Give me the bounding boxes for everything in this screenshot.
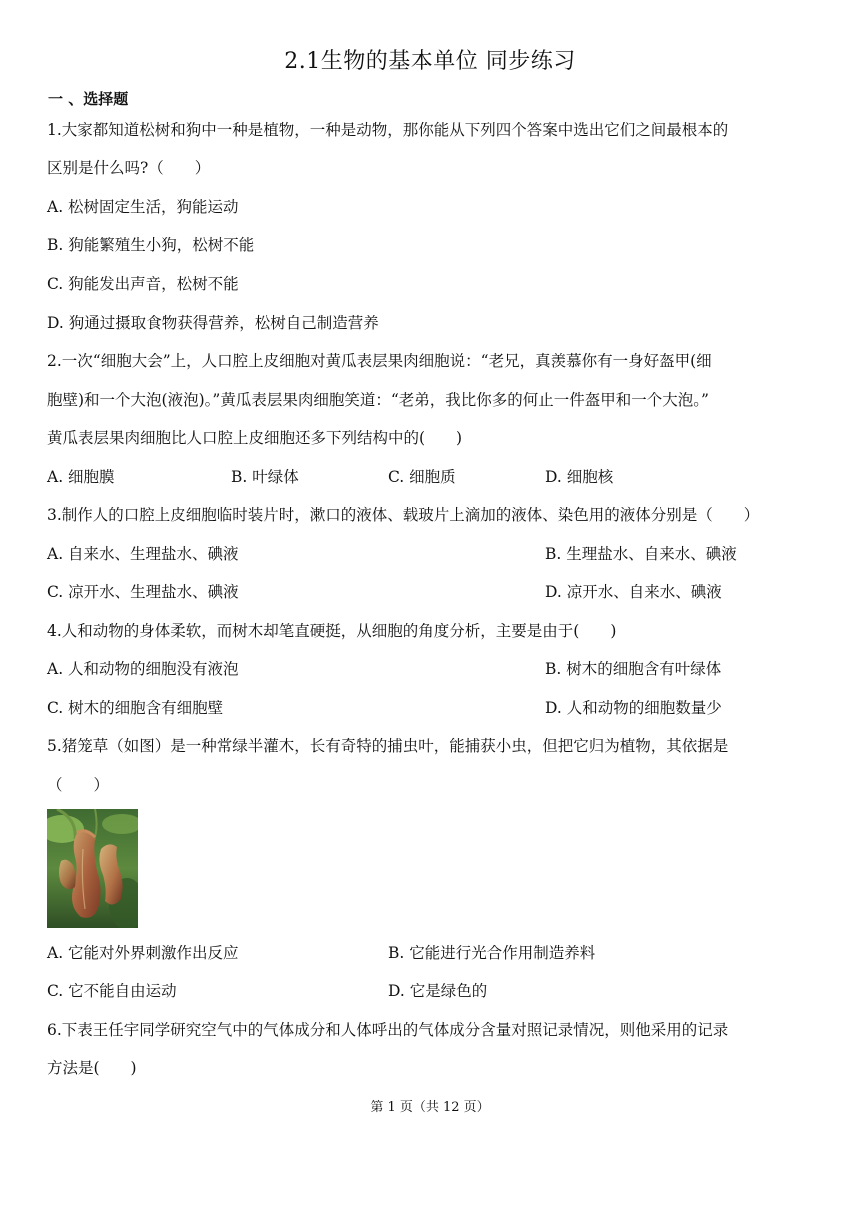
question-2-stem-cont: 胞壁)和一个大泡(液泡)。”黄瓜表层果肉细胞笑道：“老弟，我比你多的何止一件盔甲和一个大泡。” (47, 391, 709, 409)
question-4-option-b: B. 树木的细胞含有叶绿体 (545, 660, 722, 678)
question-4-stem: 4.人和动物的身体柔软，而树木却笔直硬挺，从细胞的角度分析，主要是由于( ) (47, 622, 617, 640)
question-2-option-a: A. 细胞膜 (47, 468, 115, 486)
question-1-option-b: B. 狗能繁殖生小狗，松树不能 (47, 236, 255, 254)
question-5-option-a: A. 它能对外界刺激作出反应 (47, 944, 239, 962)
question-1-option-d: D. 狗通过摄取食物获得营养，松树自己制造营养 (47, 314, 379, 332)
question-3-stem: 3.制作人的口腔上皮细胞临时装片时，漱口的液体、载玻片上滴加的液体、染色用的液体分别是（ ） (47, 506, 760, 524)
question-2-stem: 2.一次“细胞大会”上，人口腔上皮细胞对黄瓜表层果肉细胞说：“老兄，真羡慕你有一身好盔甲(细 (47, 352, 712, 370)
question-5-stem: 5.猪笼草（如图）是一种常绿半灌木，长有奇特的捕虫叶，能捕获小虫，但把它归为植物，其依据是 (47, 737, 729, 755)
question-2-stem-cont2: 黄瓜表层果肉细胞比人口腔上皮细胞还多下列结构中的( ) (47, 429, 463, 447)
question-4-option-c: C. 树木的细胞含有细胞壁 (47, 699, 224, 717)
question-4-option-d: D. 人和动物的细胞数量少 (545, 699, 722, 717)
question-2-option-d: D. 细胞核 (545, 468, 614, 486)
question-3-option-d: D. 凉开水、自来水、碘液 (545, 583, 722, 601)
question-1-option-a: A. 松树固定生活，狗能运动 (47, 198, 239, 216)
question-2-option-c: C. 细胞质 (388, 468, 456, 486)
question-3-option-a: A. 自来水、生理盐水、碘液 (47, 545, 239, 563)
question-4-option-a: A. 人和动物的细胞没有液泡 (47, 660, 239, 678)
question-6-stem: 6.下表王任宇同学研究空气中的气体成分和人体呼出的气体成分含量对照记录情况，则他采用的记录 (47, 1021, 729, 1039)
question-1-stem-cont: 区别是什么吗?（ ） (47, 159, 211, 177)
question-5-option-b: B. 它能进行光合作用制造养料 (388, 944, 596, 962)
page-title: 2.1生物的基本单位 同步练习 (284, 49, 576, 74)
question-1-option-c: C. 狗能发出声音，松树不能 (47, 275, 239, 293)
question-5-option-c: C. 它不能自由运动 (47, 982, 177, 1000)
question-5-stem-cont: （ ） (47, 776, 110, 794)
pitcher-plant-image (47, 809, 138, 928)
page-footer: 第 1 页（共 12 页） (370, 1100, 490, 1115)
question-3-option-b: B. 生理盐水、自来水、碘液 (545, 545, 737, 563)
question-5-option-d: D. 它是绿色的 (388, 982, 488, 1000)
question-3-option-c: C. 凉开水、生理盐水、碘液 (47, 583, 239, 601)
question-6-stem-cont: 方法是( ) (47, 1059, 137, 1077)
question-1-stem: 1.大家都知道松树和狗中一种是植物，一种是动物，那你能从下列四个答案中选出它们之间最根本的 (47, 121, 729, 139)
section-heading: 一 、选择题 (48, 90, 129, 108)
question-2-option-b: B. 叶绿体 (231, 468, 299, 486)
